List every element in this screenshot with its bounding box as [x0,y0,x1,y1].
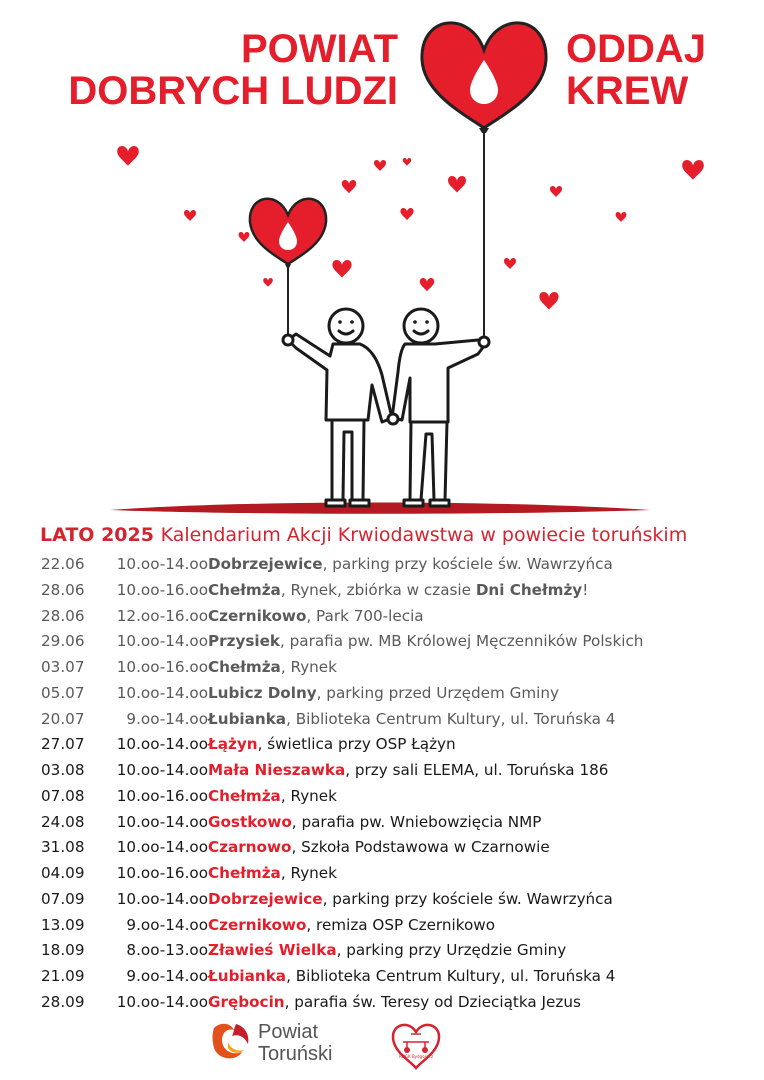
entry-location [208,710,615,728]
calendar-entry [0,553,764,575]
entry-location [208,684,559,702]
entry-location [208,761,608,779]
entry-date: 28.06 [41,606,85,625]
entry-hours: 9.oo-14.oo [126,709,208,728]
calendar-title-text: Kalendarium Akcji Krwiodawstwa w powiecie toruńskim [160,524,688,546]
powiat-torunski-logo [210,1018,370,1068]
calendar-entry [0,862,764,884]
entry-hours: 10.oo-14.oo [116,761,208,779]
entry-hours: 10.oo-14.oo [116,735,208,754]
entry-place: Łubianka [208,709,287,728]
small-heart-balloon-icon [250,199,326,340]
entry-date: 18.09 [41,941,85,960]
entry-details: , parking przy Urzędzie Gminy [336,941,567,960]
badge-caption: RCKiK Bydgoszcz [398,1054,434,1059]
entry-details: , Rynek, zbiórka w czasie [280,580,476,599]
entry-details: , przy sali ELEMA, ul. Toruńska 186 [345,761,609,779]
entry-hours: 8.oo-13.oo [126,941,208,960]
entry-details: , parafia pw. Wniebowzięcia NMP [291,812,542,831]
entry-place: Czernikowo [208,915,307,934]
calendar-entry [0,708,764,730]
entry-location [208,838,550,856]
calendar-entry [0,785,764,807]
calendar-title-season: LATO 2025 [40,524,154,546]
calendar-entry [0,914,764,936]
entry-details: , parking przed Urzędem Gminy [316,683,559,702]
entry-place: Zławieś Wielka [208,941,337,960]
entry-location [208,581,588,599]
calendar-entry [0,605,764,627]
calendar-entry [0,811,764,833]
entry-hours: 10.oo-14.oo [116,683,208,702]
entry-hours: 10.oo-14.oo [116,838,208,857]
entry-date: 28.06 [41,580,85,599]
entry-location [208,658,337,676]
entry-place: Chełmża [208,658,281,676]
entry-hours: 9.oo-14.oo [126,967,208,985]
calendar-entry [0,836,764,858]
entry-date: 03.08 [41,761,85,779]
logo-line-powiat: Powiat [258,1021,319,1043]
blood-donation-badge [389,1018,443,1072]
entry-place: Przysiek [208,632,281,651]
entry-location [208,555,613,573]
big-heart-balloon-icon [422,23,546,340]
entry-details: , Szkoła Podstawowa w Czarnowie [291,838,550,857]
entry-date: 29.06 [41,632,85,651]
entry-place: Czarnowo [208,838,292,857]
calendar-entry [0,888,764,910]
headline-krew: KREW [566,69,689,113]
entry-location [208,607,424,625]
calendar-entry [0,656,764,678]
entry-details-end: ! [582,580,589,599]
entry-location [208,787,337,805]
headline-oddaj: ODDAJ [566,27,707,71]
calendar-entry [0,759,764,781]
entry-place: Dobrzejewice [208,555,323,573]
entry-place: Chełmża [208,580,281,599]
entry-hours: 10.oo-16.oo [116,580,208,599]
entry-date: 05.07 [41,683,85,702]
entry-date: 07.08 [41,786,85,805]
entry-hours: 10.oo-16.oo [116,864,208,882]
entry-details: , świetlica przy OSP Łążyn [257,735,456,754]
calendar-entry [0,630,764,652]
calendar-entry [0,939,764,961]
entry-details: , parafia pw. MB Królowej Męczenników Polskich [280,632,644,651]
entry-hours: 10.oo-14.oo [116,555,208,573]
entry-date: 21.09 [41,967,85,985]
entry-event-name: Dni Chełmży [475,580,583,599]
calendar-entry [0,733,764,755]
entry-location [208,993,581,1011]
calendar-title [40,524,687,546]
logo-line-torunski: Toruński [258,1043,333,1065]
entry-hours: 10.oo-16.oo [116,786,208,805]
entry-location [208,916,495,934]
entry-place: Chełmża [208,864,281,882]
entry-place: Chełmża [208,786,281,805]
entry-location [208,864,337,882]
entry-hours: 10.oo-14.oo [116,812,208,831]
entry-details: , Biblioteka Centrum Kultury, ul. Toruńska 4 [286,967,616,985]
entry-date: 28.09 [41,992,85,1011]
entry-place: Czernikowo [208,606,307,625]
entry-place: Grębocin [208,992,285,1011]
entry-date: 20.07 [41,709,85,728]
entry-date: 13.09 [41,915,85,934]
entry-place: Łążyn [208,735,258,754]
entry-details: , parking przy kościele św. Wawrzyńca [322,555,613,573]
entry-details: , Biblioteka Centrum Kultury, ul. Toruńska 4 [286,709,616,728]
entry-date: 22.06 [41,555,85,573]
entry-location [208,890,613,908]
entry-location [208,632,643,650]
entry-details: , remiza OSP Czernikowo [306,915,496,934]
entry-date: 27.07 [41,735,85,754]
entry-location [208,735,456,753]
headline-dobrych-ludzi: DOBRYCH LUDZI [68,69,398,113]
entry-details: , Rynek [280,864,337,882]
entry-place: Gostkowo [208,812,292,831]
calendar-entry [0,579,764,601]
entry-date: 31.08 [41,838,85,857]
entry-hours: 10.oo-14.oo [116,992,208,1011]
powiat-torunski-emblem-icon [210,1018,256,1064]
entry-location [208,941,566,959]
entry-hours: 12.oo-16.oo [116,606,208,625]
calendar-entry [0,965,764,987]
entry-place: Łubianka [208,967,287,985]
entry-date: 04.09 [41,864,85,882]
floating-hearts [117,146,704,310]
entry-hours: 10.oo-14.oo [116,889,208,908]
entry-hours: 10.oo-16.oo [116,658,208,676]
entry-location [208,967,615,985]
stick-figure-couple [283,309,489,506]
entry-place: Lubicz Dolny [208,683,317,702]
entry-details: , Park 700-lecia [306,606,424,625]
calendar-entry [0,991,764,1013]
entry-date: 07.09 [41,889,85,908]
entry-details: , Rynek [280,786,337,805]
entry-location [208,813,541,831]
entry-place: Mała Nieszawka [208,761,346,779]
entry-date: 24.08 [41,812,85,831]
illustration [0,0,764,520]
heart-badge-icon [389,1018,443,1072]
entry-hours: 10.oo-14.oo [116,632,208,651]
entry-date: 03.07 [41,658,85,676]
entry-details: , Rynek [280,658,337,676]
headline-powiat: POWIAT [240,27,398,71]
entry-place: Dobrzejewice [208,889,323,908]
entry-details: , parafia św. Teresy od Dzieciątka Jezus [284,992,581,1011]
calendar-entry [0,682,764,704]
entry-hours: 9.oo-14.oo [126,915,208,934]
entry-details: , parking przy kościele św. Wawrzyńca [322,889,613,908]
